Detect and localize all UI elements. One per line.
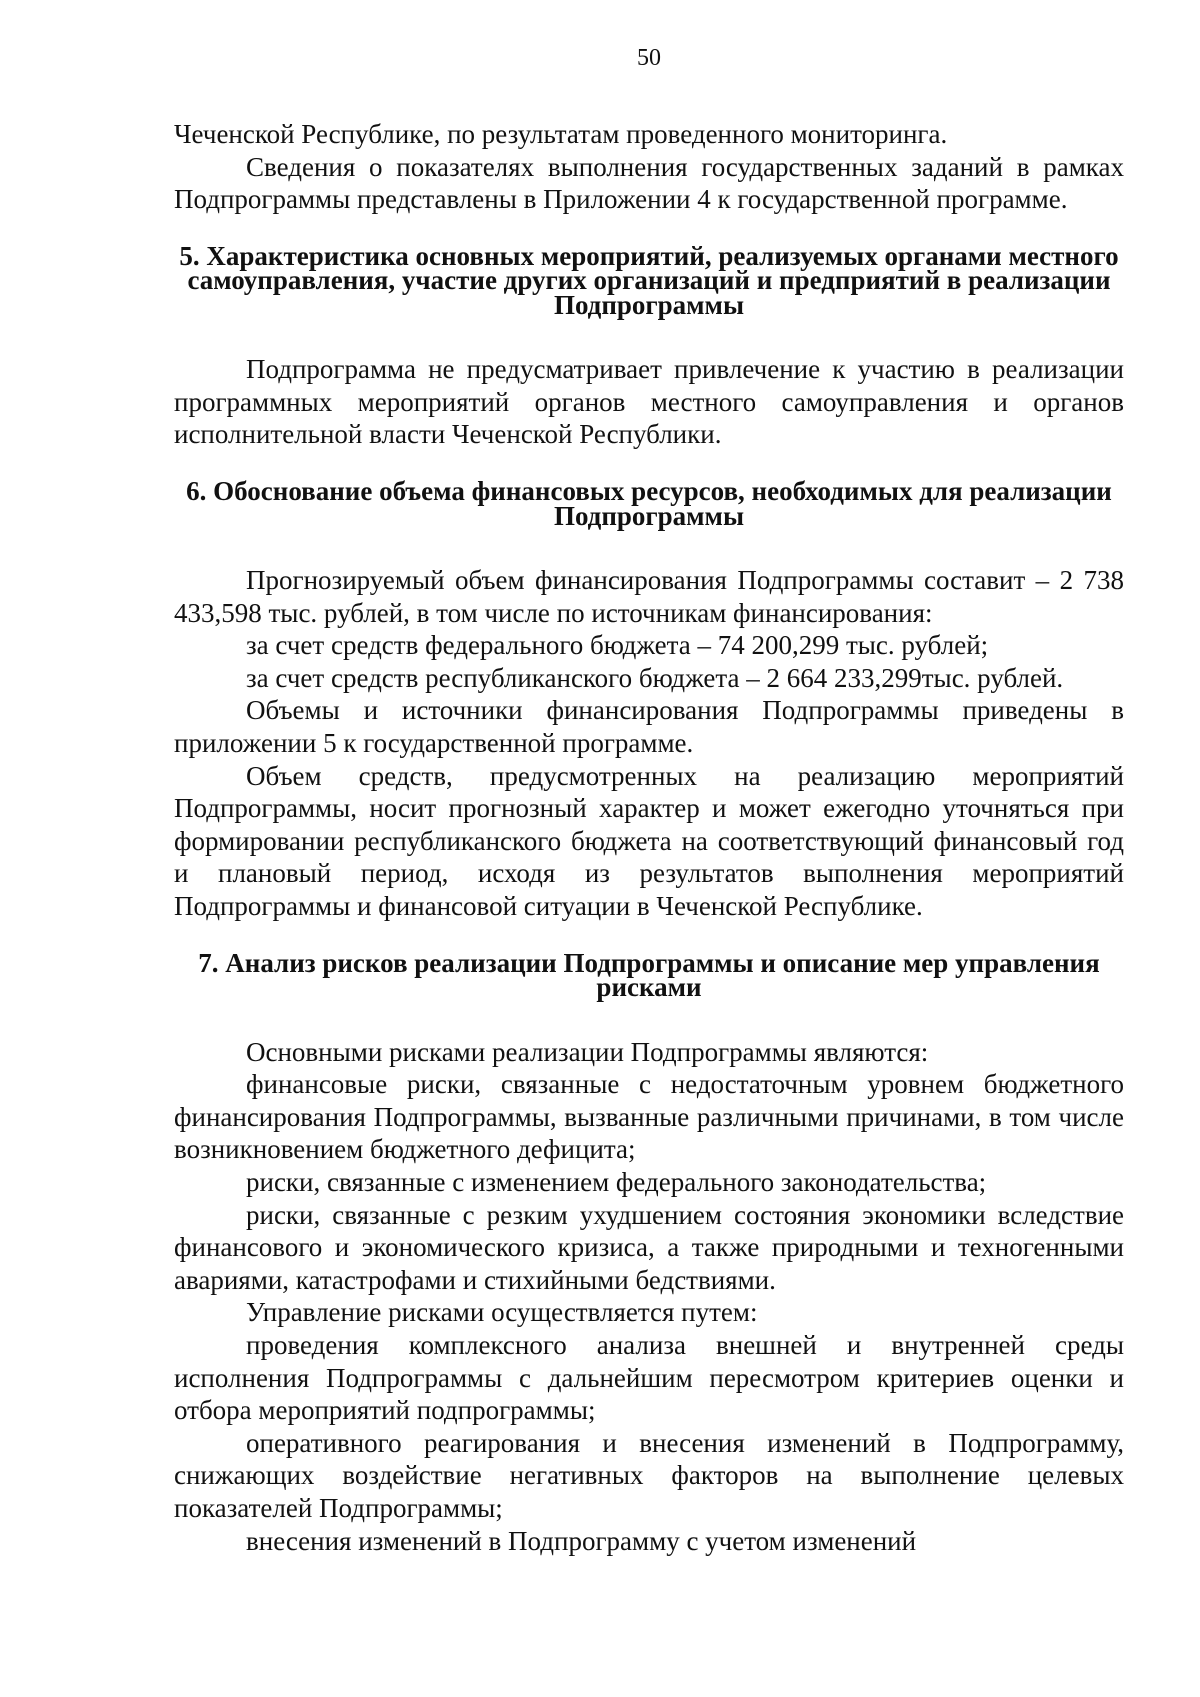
section-6-paragraph-5: Объем средств, предусмотренных на реализацию мероприятий Подпрограммы, носит прогнозный характер и может ежегодно уточняться при формировании республиканского бюджета на соответствующий финансовый год и плановый период, исходя из результатов выполнения мероприятий Подпрограммы и финансовой ситуации в Чеченской Республике. (174, 760, 1124, 921)
section-7-paragraph-1: Основными рисками реализации Подпрограммы являются: (246, 1036, 929, 1067)
section-6-paragraph-2: за счет средств федерального бюджета – 74 200,299 тыс. рублей; (246, 630, 989, 661)
section-7-paragraph-8: внесения изменений в Подпрограмму с учетом изменений (246, 1525, 917, 1556)
section-7-paragraph-3: риски, связанные с изменением федерального законодательства; (246, 1166, 987, 1197)
section-7-heading: 7. Анализ рисков реализации Подпрограммы и описание мер управления рисками (198, 947, 1100, 1003)
section-6-paragraph-3: за счет средств республиканского бюджета – 2 664 233,299тыс. рублей. (246, 662, 1064, 693)
section-7-paragraph-7: оперативного реагирования и внесения изменений в Подпрограмму, снижающих воздействие негативных факторов на выполнение целевых показателей Подпрограммы; (174, 1427, 1124, 1523)
section-6-heading: 6. Обоснование объема финансовых ресурсов, необходимых для реализации Подпрограммы (186, 476, 1112, 531)
section-5-paragraph-1: Подпрограмма не предусматривает привлечение к участию в реализации программных мероприятий органов местного самоуправления и органов исполнительной власти Чеченской Республики. (174, 354, 1124, 450)
section-7-paragraph-2: финансовые риски, связанные с недостаточным уровнем бюджетного финансирования Подпрограммы, вызванные различными причинами, в том числе возникновением бюджетного дефицита; (174, 1069, 1124, 1165)
section-5-heading: 5. Характеристика основных мероприятий, реализуемых органами местного самоуправления, участие других организаций и предприятий в реализации Подпрограммы (179, 240, 1119, 320)
intro-paragraph-2: Сведения о показателях выполнения государственных заданий в рамках Подпрограммы представлены в Приложении 4 к государственной программе. (174, 151, 1124, 215)
page-number: 50 (637, 45, 661, 71)
section-7-paragraph-5: Управление рисками осуществляется путем: (246, 1297, 758, 1328)
section-6-paragraph-4: Объемы и источники финансирования Подпрограммы приведены в приложении 5 к государственной программе. (174, 695, 1124, 759)
section-7-paragraph-6: проведения комплексного анализа внешней и внутренней среды исполнения Подпрограммы с дальнейшим пересмотром критериев оценки и отбора мероприятий подпрограммы; (174, 1329, 1124, 1426)
intro-paragraph-1: Чеченской Республике, по результатам проведенного мониторинга. (174, 119, 948, 149)
section-7-paragraph-4: риски, связанные с резким ухудшением состояния экономики вследствие финансового и экономического кризиса, а также природными и техногенными авариями, катастрофами и стихийными бедствиями. (174, 1199, 1124, 1295)
page-content (174, 118, 1124, 1557)
section-6-paragraph-1: Прогнозируемый объем финансирования Подпрограммы составит – 2 738 433,598 тыс. рублей, в том числе по источникам финансирования: (174, 565, 1124, 628)
